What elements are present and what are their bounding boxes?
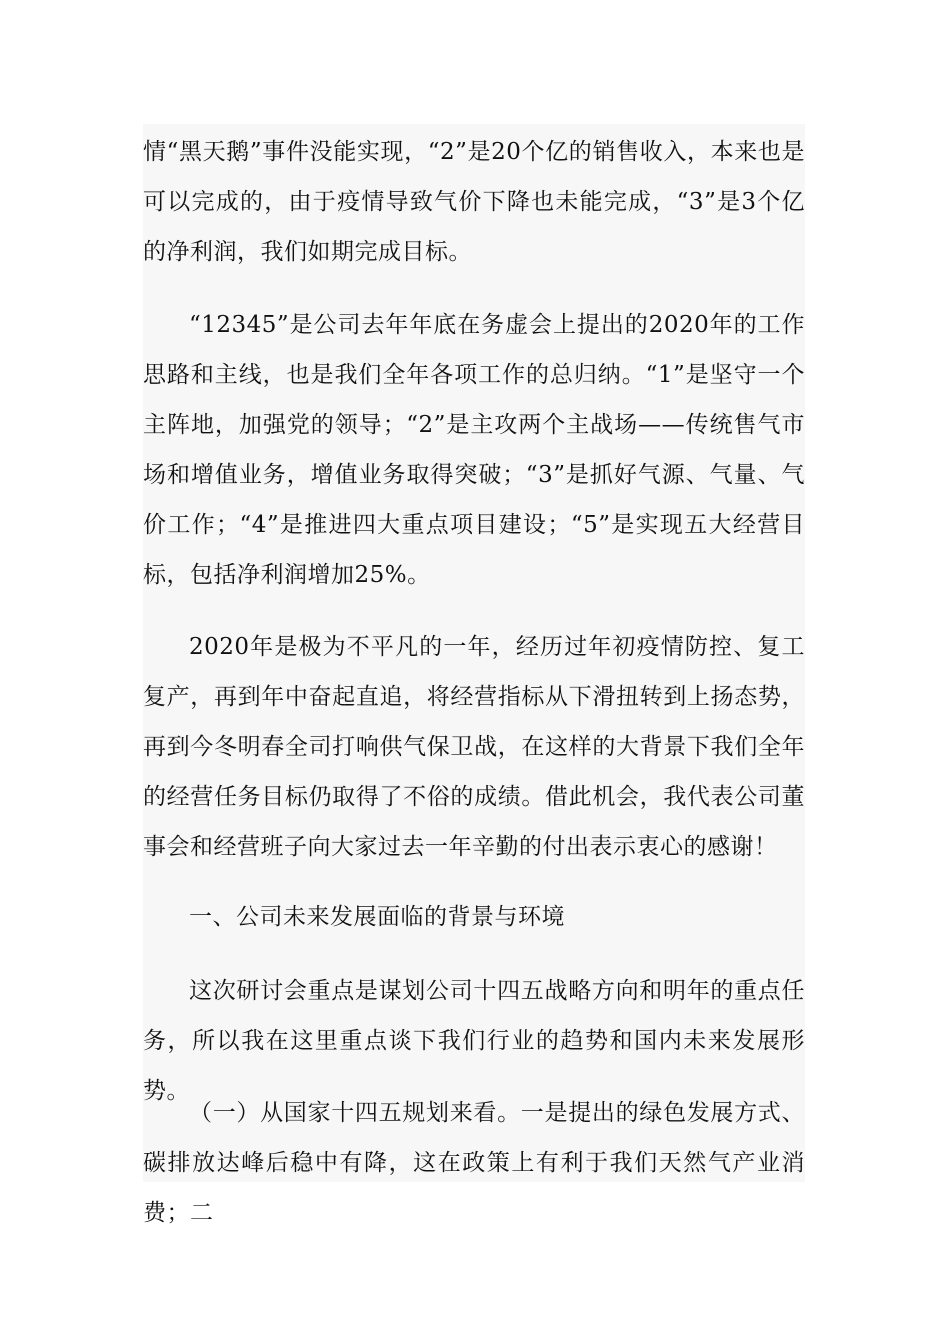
paragraph-continuation: 情“黑天鹅”事件没能实现，“2”是20个亿的销售收入，本来也是可以完成的，由于疫情导致气价下降也未能完成，“3”是3个亿的净利润，我们如期完成目标。: [143, 139, 805, 265]
section-heading-background: 一、公司未来发展面临的背景与环境: [189, 904, 565, 930]
document-body: [143, 124, 805, 1226]
paragraph-12345-strategy: “12345”是公司去年年底在务虚会上提出的2020年的工作思路和主线，也是我们全年各项工作的总归纳。“1”是坚守一个主阵地，加强党的领导；“2”是主攻两个主战场——传统售气市场和增值业务，增值业务取得突破；“3”是抓好气源、气量、气价工作；“4”是推进四大重点项目建设；“5”是实现五大经营目标，包括净利润增加25%。: [143, 312, 805, 588]
paragraph-national-plan: （一）从国家十四五规划来看。一是提出的绿色发展方式、碳排放达峰后稳中有降，这在政策上有利于我们天然气产业消费；二: [143, 1100, 805, 1226]
paragraph-2020-review: 2020年是极为不平凡的一年，经历过年初疫情防控、复工复产，再到年中奋起直追，将经营指标从下滑扭转到上扬态势，再到今冬明春全司打响供气保卫战，在这样的大背景下我们全年的经营任务目标仍取得了不俗的成绩。借此机会，我代表公司董事会和经营班子向大家过去一年辛勤的付出表示衷心的感谢！: [143, 634, 805, 860]
paragraph-seminar-focus: 这次研讨会重点是谋划公司十四五战略方向和明年的重点任务，所以我在这里重点谈下我们行业的趋势和国内未来发展形势。: [143, 978, 805, 1104]
